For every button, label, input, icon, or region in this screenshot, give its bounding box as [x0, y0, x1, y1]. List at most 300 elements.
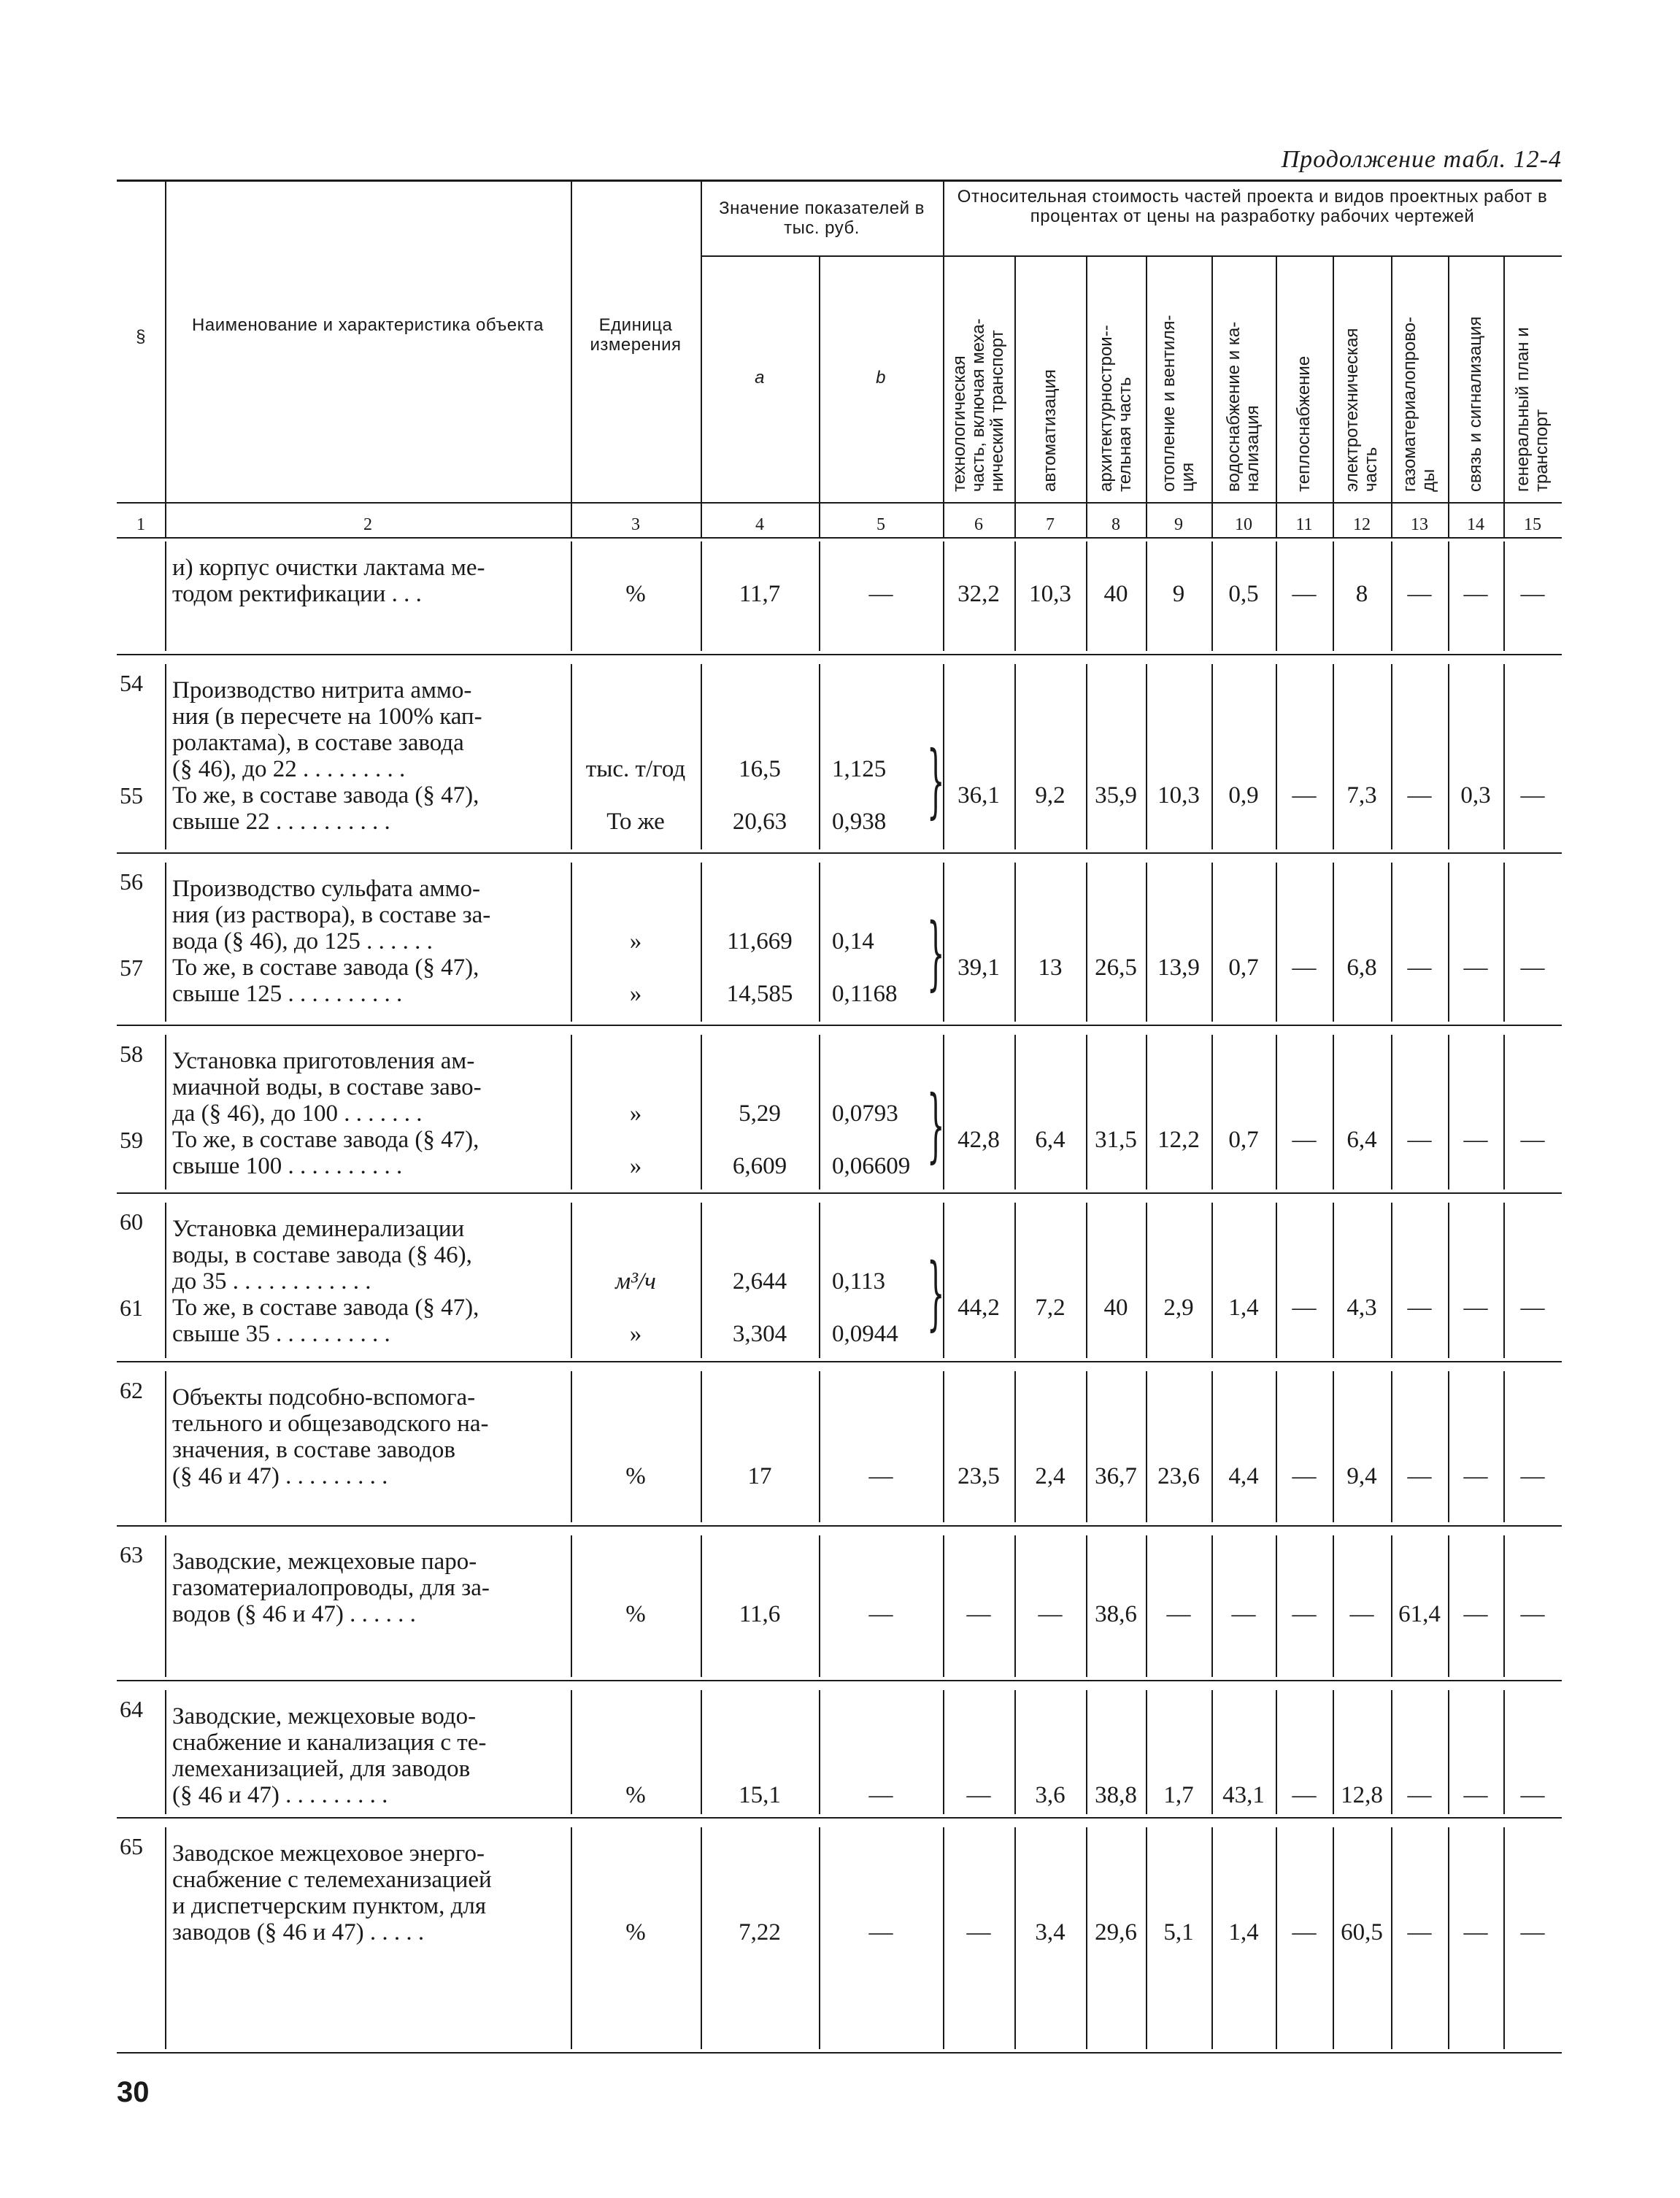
part-value: — [1292, 581, 1317, 607]
part-value: — [1463, 1463, 1488, 1489]
column-divider [1211, 1371, 1213, 1522]
column-divider [1276, 541, 1277, 651]
header-part-3: архитектурнострои-- тельная часть [1096, 325, 1135, 492]
unit-value: То же [606, 809, 665, 835]
column-divider [165, 502, 166, 537]
part-value: 23,5 [957, 1463, 1000, 1489]
column-divider [1146, 1535, 1147, 1677]
part-value: — [1463, 1127, 1488, 1153]
section-number: 62 [120, 1377, 143, 1403]
column-divider [1448, 1035, 1449, 1189]
table-bottom-rule [117, 2052, 1562, 2054]
part-value: — [1349, 1601, 1374, 1627]
part-value: 42,8 [957, 1127, 1000, 1153]
part-value: 6,4 [1346, 1127, 1377, 1153]
column-divider [571, 1827, 572, 2049]
column-divider [701, 1535, 702, 1677]
column-divider [943, 502, 944, 537]
column-divider [571, 1690, 572, 1814]
column-number: 3 [631, 515, 640, 534]
row-description: Заводские, межцеховые паро- газоматериалопроводы, для за- водов (§ 46 и 47) . . . . . . [172, 1549, 490, 1627]
column-divider [1014, 863, 1016, 1022]
part-value: — [1407, 1919, 1432, 1946]
column-number: 5 [876, 515, 885, 534]
column-divider [819, 1535, 820, 1677]
part-value: — [1407, 1463, 1432, 1489]
column-divider [1503, 1035, 1505, 1189]
section-number: 61 [120, 1295, 143, 1321]
value-a: 5,29 [739, 1100, 781, 1127]
section-number: 57 [120, 955, 143, 981]
column-divider [1014, 502, 1016, 537]
column-divider [571, 1035, 572, 1189]
part-value: — [1463, 581, 1488, 607]
part-value: 12,8 [1341, 1782, 1383, 1808]
row-description: Производство сульфата аммо- ния (из раствора), в составе за- вода (§ 46), до 125 . . . . . . То же, в составе завода (§ 47), свыше 125 . . . . . . . . . . [172, 876, 491, 1007]
value-b: 0,0944 [832, 1321, 898, 1347]
column-divider [1503, 1371, 1505, 1522]
value-a: 14,585 [726, 981, 793, 1007]
column-divider [1211, 1690, 1213, 1814]
column-divider [1391, 1827, 1392, 2049]
row-description: Установка деминерализации воды, в составе завода (§ 46), до 35 . . . . . . . . . . . . То же, в составе завода (§ 47), свыше 35 . . . . . . . . . . [172, 1216, 479, 1347]
column-divider [1211, 1035, 1213, 1189]
column-number: 8 [1111, 515, 1120, 534]
column-divider [571, 502, 572, 537]
row-brace: } [927, 1246, 945, 1339]
column-divider [1448, 1535, 1449, 1677]
section-number: 65 [120, 1833, 143, 1859]
value-b: — [868, 1463, 893, 1489]
unit-value: » [629, 1100, 642, 1127]
value-a: 20,63 [732, 809, 787, 835]
part-value: — [1407, 581, 1432, 607]
part-value: — [1292, 1463, 1317, 1489]
column-divider [943, 180, 944, 502]
column-divider [1276, 255, 1277, 502]
column-divider [1391, 1203, 1392, 1358]
part-value: 36,1 [957, 782, 1000, 809]
part-value: 36,7 [1095, 1463, 1137, 1489]
column-divider [165, 1035, 166, 1189]
row-description: Установка приготовления ам- миачной воды, в составе заво- да (§ 46), до 100 . . . . . . . То же, в составе завода (§ 47), свыше 100 . . . . . . . . . . [172, 1048, 482, 1179]
part-value: — [1292, 1782, 1317, 1808]
column-divider [1146, 664, 1147, 849]
part-value: 0,3 [1460, 782, 1491, 809]
column-divider [1211, 1203, 1213, 1358]
column-divider [1333, 863, 1334, 1022]
row-separator [117, 1025, 1562, 1026]
unit-value: % [625, 581, 646, 607]
column-divider [1086, 1371, 1087, 1522]
column-divider [165, 541, 166, 651]
column-divider [165, 1203, 166, 1358]
part-value: 35,9 [1095, 782, 1137, 809]
column-divider [1276, 1827, 1277, 2049]
part-value: — [1463, 1782, 1488, 1808]
value-a: 11,669 [727, 928, 793, 955]
column-divider [819, 1690, 820, 1814]
column-divider [1086, 1535, 1087, 1677]
value-a: 3,304 [732, 1321, 787, 1347]
column-divider [1086, 863, 1087, 1022]
column-divider [1391, 1535, 1392, 1677]
part-value: 32,2 [957, 581, 1000, 607]
column-divider [819, 1035, 820, 1189]
section-number: 64 [120, 1696, 143, 1722]
column-divider [1146, 541, 1147, 651]
column-divider [1333, 1035, 1334, 1189]
column-divider [1448, 1371, 1449, 1522]
column-divider [1014, 664, 1016, 849]
part-value: — [1463, 1295, 1488, 1321]
column-divider [1503, 502, 1505, 537]
column-divider [1014, 1690, 1016, 1814]
column-divider [165, 1535, 166, 1677]
part-value: — [1292, 782, 1317, 809]
column-divider [1211, 863, 1213, 1022]
part-value: 29,6 [1095, 1919, 1137, 1946]
part-value: — [1463, 1919, 1488, 1946]
column-divider [1014, 541, 1016, 651]
part-value: — [1520, 1127, 1545, 1153]
part-value: — [1292, 1295, 1317, 1321]
value-b: — [868, 581, 893, 607]
unit-value: » [629, 928, 642, 955]
relative-group-rule [943, 255, 1562, 257]
column-divider [1211, 1827, 1213, 2049]
part-value: 38,8 [1095, 1782, 1137, 1808]
part-value: — [1292, 955, 1317, 981]
column-divider [1086, 502, 1087, 537]
column-divider [1503, 863, 1505, 1022]
row-brace: } [927, 1078, 945, 1171]
row-separator [117, 852, 1562, 854]
part-value: 2,9 [1163, 1295, 1194, 1321]
column-divider [1448, 664, 1449, 849]
column-divider [1014, 1827, 1016, 2049]
column-divider [1086, 1827, 1087, 2049]
column-divider [1146, 1203, 1147, 1358]
unit-value: % [625, 1782, 646, 1808]
column-number: 6 [974, 515, 983, 534]
header-relative-group: Относительная стоимость частей проекта и видов проектных работ в процентах от цены на разработку рабочих чертежей [957, 187, 1548, 226]
column-divider [1276, 863, 1277, 1022]
part-value: — [1166, 1601, 1191, 1627]
column-divider [701, 1690, 702, 1814]
part-value: 44,2 [957, 1295, 1000, 1321]
section-number: 63 [120, 1541, 143, 1567]
part-value: — [1038, 1601, 1063, 1627]
header-part-10: генеральный план и транспорт [1513, 327, 1552, 492]
column-divider [1146, 1371, 1147, 1522]
header-unit: Единица измерения [590, 315, 682, 355]
part-value: 9,2 [1035, 782, 1066, 809]
header-part-2: автоматизация [1040, 369, 1060, 492]
value-a: 7,22 [739, 1919, 781, 1946]
column-divider [943, 1535, 944, 1677]
part-value: 6,4 [1035, 1127, 1066, 1153]
column-divider [165, 1371, 166, 1522]
column-divider [1211, 1535, 1213, 1677]
column-divider [1146, 1035, 1147, 1189]
unit-value: % [625, 1601, 646, 1627]
unit-value: % [625, 1919, 646, 1946]
column-divider [1086, 664, 1087, 849]
column-divider [1276, 1371, 1277, 1522]
row-description: Заводские, межцеховые водо- снабжение и канализация с те- лемеханизацией, для заводов (§ 46 и 47) . . . . . . . . . [172, 1703, 487, 1808]
part-value: 12,2 [1157, 1127, 1200, 1153]
part-value: 0,7 [1228, 1127, 1259, 1153]
value-a: 11,6 [739, 1601, 781, 1627]
column-divider [1448, 255, 1449, 502]
number-row-rule [117, 537, 1562, 539]
header-section: § [136, 327, 146, 347]
section-number: 55 [120, 782, 143, 809]
part-value: 26,5 [1095, 955, 1137, 981]
part-value: 5,1 [1163, 1919, 1194, 1946]
value-a: 16,5 [739, 756, 781, 782]
column-number: 4 [755, 515, 764, 534]
column-divider [1503, 255, 1505, 502]
column-number: 15 [1524, 515, 1541, 534]
column-number: 2 [363, 515, 372, 534]
part-value: 4,4 [1228, 1463, 1259, 1489]
column-divider [1146, 255, 1147, 502]
column-number: 10 [1235, 515, 1252, 534]
column-divider [1391, 502, 1392, 537]
column-divider [1333, 502, 1334, 537]
column-divider [1448, 1827, 1449, 2049]
column-divider [1503, 1827, 1505, 2049]
header-name: Наименование и характеристика объекта [192, 315, 544, 335]
column-divider [819, 1371, 820, 1522]
section-number: 56 [120, 868, 143, 895]
part-value: 61,4 [1398, 1601, 1441, 1627]
column-number: 12 [1353, 515, 1371, 534]
value-b: 1,125 [832, 756, 887, 782]
part-value: — [1463, 1601, 1488, 1627]
row-separator [117, 1525, 1562, 1527]
column-divider [1276, 664, 1277, 849]
column-divider [1333, 664, 1334, 849]
part-value: 7,3 [1346, 782, 1377, 809]
unit-value: м³/ч [615, 1268, 656, 1295]
column-divider [701, 502, 702, 537]
part-value: 1,7 [1163, 1782, 1194, 1808]
value-b: 0,06609 [832, 1153, 911, 1179]
column-divider [1211, 541, 1213, 651]
unit-value: тыс. т/год [585, 756, 686, 782]
part-value: — [1407, 1295, 1432, 1321]
column-divider [1448, 1203, 1449, 1358]
column-divider [1086, 1690, 1087, 1814]
column-divider [571, 863, 572, 1022]
part-value: 1,4 [1228, 1919, 1259, 1946]
column-divider [1086, 255, 1087, 502]
column-divider [1503, 541, 1505, 651]
value-b: — [868, 1782, 893, 1808]
column-divider [1503, 1535, 1505, 1677]
part-value: 31,5 [1095, 1127, 1137, 1153]
column-divider [571, 1535, 572, 1677]
column-divider [819, 664, 820, 849]
column-divider [701, 1371, 702, 1522]
part-value: — [1407, 782, 1432, 809]
part-value: — [1292, 1919, 1317, 1946]
part-value: 40 [1103, 1295, 1128, 1321]
column-divider [1333, 1535, 1334, 1677]
part-value: — [1407, 1782, 1432, 1808]
part-value: — [1520, 581, 1545, 607]
row-separator [117, 1817, 1562, 1819]
column-divider [1448, 863, 1449, 1022]
value-a: 15,1 [739, 1782, 781, 1808]
column-divider [571, 180, 572, 502]
part-value: — [1292, 1601, 1317, 1627]
column-divider [819, 1203, 820, 1358]
value-b: 0,938 [832, 809, 887, 835]
column-divider [701, 180, 702, 502]
column-divider [165, 863, 166, 1022]
column-divider [1014, 1035, 1016, 1189]
header-bottom-rule [117, 502, 1562, 504]
column-divider [1391, 1035, 1392, 1189]
column-divider [1014, 1203, 1016, 1358]
part-value: — [966, 1782, 991, 1808]
row-description: Заводское межцеховое энерго- снабжение с телемеханизацией и диспетчерским пунктом, для заводов (§ 46 и 47) . . . . . [172, 1840, 492, 1946]
part-value: — [1520, 1601, 1545, 1627]
column-divider [1211, 664, 1213, 849]
value-b: 0,0793 [832, 1100, 898, 1127]
header-part-8: газоматериалопрово- ды [1400, 316, 1438, 492]
column-divider [1086, 1035, 1087, 1189]
part-value: — [1520, 955, 1545, 981]
row-brace: } [927, 733, 945, 827]
row-description: Производство нитрита аммо- ния (в пересчете на 100% кап- ролактама), в составе завода (§ 46), до 22 . . . . . . . . . То же, в составе завода (§ 47), свыше 22 . . . . . . . . . . [172, 677, 482, 835]
column-divider [1146, 863, 1147, 1022]
column-divider [1448, 541, 1449, 651]
value-b: 0,14 [832, 928, 874, 955]
part-value: 2,4 [1035, 1463, 1066, 1489]
column-divider [943, 541, 944, 651]
part-value: — [1407, 1127, 1432, 1153]
header-part-4: отопление и вентиля- ция [1159, 315, 1198, 492]
column-divider [571, 1371, 572, 1522]
header-part-6: теплоснабжение [1294, 355, 1314, 492]
column-divider [165, 664, 166, 849]
column-divider [943, 1827, 944, 2049]
column-divider [701, 541, 702, 651]
column-divider [701, 863, 702, 1022]
part-value: — [1520, 782, 1545, 809]
column-number: 1 [136, 515, 145, 534]
part-value: 39,1 [957, 955, 1000, 981]
row-description: и) корпус очистки лактама ме- тодом ректификации . . . [172, 555, 485, 607]
column-divider [1014, 255, 1016, 502]
column-divider [819, 1827, 820, 2049]
part-value: 10,3 [1029, 581, 1071, 607]
header-values-group: Значение показателей в тыс. руб. [719, 198, 925, 238]
section-number: 58 [120, 1041, 143, 1067]
part-value: — [1520, 1463, 1545, 1489]
value-a: 6,609 [732, 1153, 787, 1179]
value-b: — [868, 1919, 893, 1946]
part-value: — [1520, 1919, 1545, 1946]
column-divider [701, 1035, 702, 1189]
column-number: 9 [1174, 515, 1183, 534]
column-divider [1146, 1827, 1147, 2049]
row-separator [117, 1361, 1562, 1362]
header-part-9: связь и сигнализация [1465, 316, 1485, 492]
column-divider [1391, 541, 1392, 651]
column-divider [1276, 1203, 1277, 1358]
row-separator [117, 654, 1562, 655]
column-divider [1276, 1690, 1277, 1814]
column-divider [1086, 541, 1087, 651]
column-divider [1146, 1690, 1147, 1814]
column-number: 13 [1411, 515, 1428, 534]
part-value: 60,5 [1341, 1919, 1383, 1946]
column-divider [1391, 664, 1392, 849]
column-divider [1503, 1690, 1505, 1814]
part-value: — [1231, 1601, 1256, 1627]
column-divider [1211, 502, 1213, 537]
section-number: 59 [120, 1127, 143, 1153]
part-value: 13 [1038, 955, 1063, 981]
section-number: 60 [120, 1208, 143, 1235]
column-divider [1503, 1203, 1505, 1358]
part-value: 13,9 [1157, 955, 1200, 981]
header-note: Продолжение табл. 12-4 [1281, 146, 1562, 173]
column-divider [1276, 1035, 1277, 1189]
column-divider [1391, 1690, 1392, 1814]
header-part-7: электротехническая часть [1342, 328, 1381, 492]
value-b: 0,113 [832, 1268, 886, 1295]
column-divider [1448, 1690, 1449, 1814]
values-group-rule [701, 255, 943, 257]
column-divider [165, 1827, 166, 2049]
part-value: 40 [1103, 581, 1128, 607]
column-divider [819, 863, 820, 1022]
part-value: 9 [1172, 581, 1185, 607]
part-value: 0,5 [1228, 581, 1259, 607]
column-divider [701, 664, 702, 849]
part-value: — [1520, 1295, 1545, 1321]
value-a: 17 [747, 1463, 772, 1489]
column-divider [1333, 1203, 1334, 1358]
column-number: 14 [1467, 515, 1484, 534]
column-divider [165, 1690, 166, 1814]
part-value: 0,7 [1228, 955, 1259, 981]
part-value: 9,4 [1346, 1463, 1377, 1489]
column-divider [1391, 863, 1392, 1022]
column-divider [1333, 255, 1334, 502]
part-value: 10,3 [1157, 782, 1200, 809]
part-value: 43,1 [1222, 1782, 1265, 1808]
column-divider [1014, 1371, 1016, 1522]
part-value: 38,6 [1095, 1601, 1137, 1627]
value-a: 11,7 [739, 581, 781, 607]
row-description: Объекты подсобно-вспомога- тельного и общезаводского на- значения, в составе заводов (§ 46 и 47) . . . . . . . . . [172, 1384, 489, 1489]
column-divider [1333, 1827, 1334, 2049]
value-b: 0,1168 [832, 981, 898, 1007]
part-value: — [1463, 955, 1488, 981]
header-b: b [876, 368, 886, 387]
part-value: 1,4 [1228, 1295, 1259, 1321]
header-part-5: водоснабжение и ка- нализация [1224, 321, 1263, 492]
column-divider [701, 1827, 702, 2049]
